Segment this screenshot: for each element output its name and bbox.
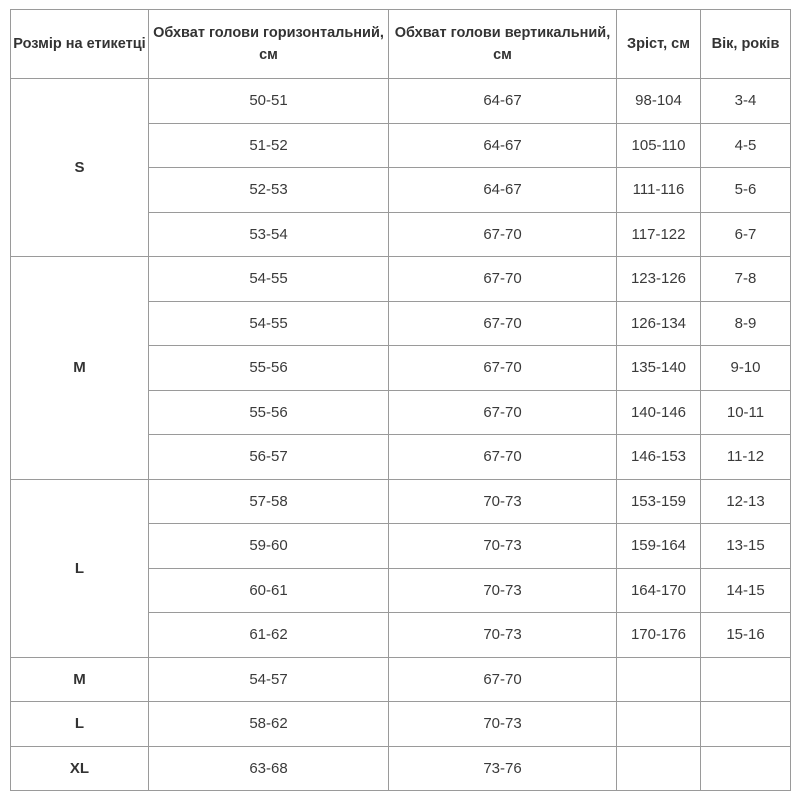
size-label: M (11, 257, 149, 480)
header-head-vertical: Обхват голови вертикальний, см (389, 10, 617, 79)
table-row (11, 257, 791, 302)
cell-age: 12-13 (701, 479, 791, 524)
cell-age: 5-6 (701, 168, 791, 213)
table-row (11, 746, 791, 791)
cell-head-horizontal: 57-58 (149, 479, 389, 524)
cell-head-vertical: 70-73 (389, 613, 617, 658)
cell-height: 135-140 (617, 346, 701, 391)
cell-height: 153-159 (617, 479, 701, 524)
header-label-size: Розмір на етикетці (11, 10, 149, 79)
cell-head-horizontal: 54-55 (149, 257, 389, 302)
cell-head-vertical: 67-70 (389, 257, 617, 302)
cell-head-vertical: 67-70 (389, 301, 617, 346)
cell-head-vertical: 70-73 (389, 568, 617, 613)
cell-head-vertical: 64-67 (389, 79, 617, 124)
size-label: S (11, 79, 149, 257)
cell-head-vertical: 73-76 (389, 746, 617, 791)
cell-age (701, 702, 791, 747)
cell-head-horizontal: 54-57 (149, 657, 389, 702)
cell-age: 14-15 (701, 568, 791, 613)
cell-head-horizontal: 52-53 (149, 168, 389, 213)
cell-head-horizontal: 58-62 (149, 702, 389, 747)
cell-head-horizontal: 56-57 (149, 435, 389, 480)
cell-head-vertical: 70-73 (389, 702, 617, 747)
size-label: L (11, 702, 149, 747)
cell-height: 126-134 (617, 301, 701, 346)
table-row (11, 702, 791, 747)
cell-age: 7-8 (701, 257, 791, 302)
size-label: M (11, 657, 149, 702)
cell-head-vertical: 64-67 (389, 168, 617, 213)
cell-head-vertical: 70-73 (389, 479, 617, 524)
cell-age: 11-12 (701, 435, 791, 480)
cell-head-horizontal: 55-56 (149, 390, 389, 435)
header-height: Зріст, см (617, 10, 701, 79)
size-label: L (11, 479, 149, 657)
cell-height: 159-164 (617, 524, 701, 569)
cell-height (617, 702, 701, 747)
cell-head-vertical: 67-70 (389, 390, 617, 435)
cell-head-vertical: 70-73 (389, 524, 617, 569)
cell-head-horizontal: 63-68 (149, 746, 389, 791)
cell-height: 146-153 (617, 435, 701, 480)
cell-height: 123-126 (617, 257, 701, 302)
cell-head-vertical: 67-70 (389, 657, 617, 702)
cell-head-vertical: 64-67 (389, 123, 617, 168)
cell-age: 13-15 (701, 524, 791, 569)
cell-height: 140-146 (617, 390, 701, 435)
cell-age: 10-11 (701, 390, 791, 435)
cell-height: 164-170 (617, 568, 701, 613)
cell-head-horizontal: 51-52 (149, 123, 389, 168)
table-row (11, 79, 791, 124)
cell-age: 15-16 (701, 613, 791, 658)
cell-head-vertical: 67-70 (389, 212, 617, 257)
cell-head-horizontal: 60-61 (149, 568, 389, 613)
cell-age (701, 657, 791, 702)
header-age: Вік, років (701, 10, 791, 79)
cell-age: 3-4 (701, 79, 791, 124)
size-label: XL (11, 746, 149, 791)
table-header-row (11, 10, 791, 79)
header-head-horizontal: Обхват голови горизонтальний, см (149, 10, 389, 79)
cell-head-horizontal: 50-51 (149, 79, 389, 124)
size-table (10, 9, 791, 791)
cell-height: 170-176 (617, 613, 701, 658)
cell-height: 98-104 (617, 79, 701, 124)
size-chart (10, 9, 791, 791)
cell-head-vertical: 67-70 (389, 346, 617, 391)
cell-age: 6-7 (701, 212, 791, 257)
cell-height: 117-122 (617, 212, 701, 257)
cell-head-horizontal: 53-54 (149, 212, 389, 257)
cell-age: 4-5 (701, 123, 791, 168)
cell-head-horizontal: 61-62 (149, 613, 389, 658)
cell-age: 8-9 (701, 301, 791, 346)
cell-age (701, 746, 791, 791)
table-row (11, 479, 791, 524)
table-row (11, 657, 791, 702)
cell-height: 111-116 (617, 168, 701, 213)
cell-age: 9-10 (701, 346, 791, 391)
cell-head-vertical: 67-70 (389, 435, 617, 480)
cell-head-horizontal: 54-55 (149, 301, 389, 346)
cell-head-horizontal: 59-60 (149, 524, 389, 569)
cell-head-horizontal: 55-56 (149, 346, 389, 391)
cell-height: 105-110 (617, 123, 701, 168)
cell-height (617, 657, 701, 702)
cell-height (617, 746, 701, 791)
